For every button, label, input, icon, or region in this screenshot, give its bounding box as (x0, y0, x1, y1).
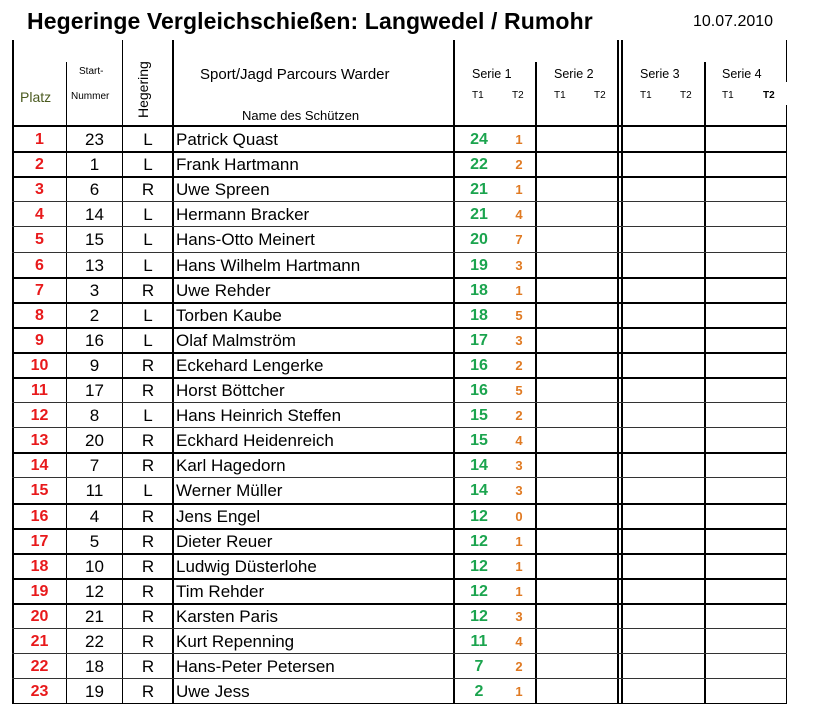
serie1-t2-cell: 1 (515, 684, 523, 699)
platz-cell: 21 (30, 633, 49, 650)
startnummer-cell: 3 (89, 281, 100, 300)
page-title: Hegeringe Vergleichschießen: Langwedel / Rumohr (27, 8, 593, 34)
table-row (13, 202, 786, 227)
serie1-t2-cell: 4 (515, 433, 523, 448)
hegering-cell: R (141, 657, 155, 676)
serie1-t2-cell: 2 (515, 659, 523, 674)
serie1-t2-cell: 3 (515, 333, 523, 348)
hegering-cell: L (143, 306, 153, 325)
startnummer-cell: 14 (85, 205, 104, 224)
hegering-cell: L (143, 481, 153, 500)
platz-cell: 8 (35, 307, 44, 324)
startnummer-cell: 10 (85, 557, 104, 576)
serie1-t2-cell: 2 (515, 358, 523, 373)
table-row (13, 629, 786, 654)
header-serie-2: Serie 2 (554, 67, 594, 81)
hegering-cell: L (143, 205, 153, 224)
serie1-t2-cell: 1 (515, 559, 523, 574)
serie1-t1-cell: 21 (470, 181, 488, 198)
platz-cell: 9 (35, 332, 44, 349)
hegering-cell: R (141, 607, 155, 626)
hegering-cell: L (143, 155, 153, 174)
serie1-t1-cell: 15 (470, 407, 488, 424)
platz-cell: 19 (30, 583, 49, 600)
serie1-t1-cell: 14 (470, 457, 488, 474)
table-row (13, 504, 786, 529)
header-serie-3-t1: T1 (640, 90, 652, 101)
startnummer-cell: 1 (89, 155, 100, 174)
shooter-name-cell: Hans-Peter Petersen (176, 657, 335, 676)
header-serie-2-t1: T1 (554, 90, 566, 101)
shooter-name-cell: Horst Böttcher (176, 381, 285, 400)
platz-cell: 1 (35, 131, 44, 148)
serie1-t2-cell: 4 (515, 207, 523, 222)
serie1-t1-cell: 15 (470, 432, 488, 449)
serie1-t1-cell: 11 (470, 633, 488, 650)
serie1-t2-cell: 1 (515, 132, 523, 147)
serie1-t1-cell: 12 (470, 608, 488, 625)
header-serie-1: Serie 1 (472, 67, 512, 81)
shooter-name-cell: Frank Hartmann (176, 155, 299, 174)
serie1-t1-cell: 18 (470, 282, 488, 299)
serie1-t1-cell: 24 (470, 131, 488, 148)
startnummer-cell: 17 (85, 381, 104, 400)
platz-cell: 22 (30, 658, 49, 675)
shooter-name-cell: Karl Hagedorn (176, 456, 286, 475)
table-row (13, 403, 786, 428)
hegering-cell: R (141, 281, 155, 300)
header-serie-4-t2: T2 (763, 90, 775, 101)
hegering-cell: R (141, 180, 155, 199)
shooter-name-cell: Karsten Paris (176, 607, 279, 626)
shooter-name-cell: Uwe Rehder (176, 281, 271, 300)
startnummer-cell: 20 (85, 431, 104, 450)
serie1-t2-cell: 0 (515, 509, 523, 524)
platz-cell: 16 (30, 508, 49, 525)
shooter-name-cell: Hans-Otto Meinert (176, 230, 315, 249)
platz-cell: 12 (30, 407, 49, 424)
platz-cell: 17 (30, 533, 49, 550)
hegering-cell: R (141, 682, 155, 701)
shooter-name-cell: Patrick Quast (176, 130, 279, 149)
serie1-t1-cell: 19 (470, 257, 488, 274)
shooter-name-cell: Hans Heinrich Steffen (176, 406, 342, 425)
serie1-t1-cell: 22 (470, 156, 488, 173)
platz-cell: 20 (30, 608, 49, 625)
shooter-name-cell: Tim Rehder (176, 582, 265, 601)
serie1-t2-cell: 3 (515, 609, 523, 624)
table-row (13, 428, 786, 453)
serie1-t2-cell: 1 (515, 182, 523, 197)
header-startnummer-line2: Nummer (71, 91, 110, 102)
shooter-name-cell: Dieter Reuer (176, 532, 273, 551)
hegering-cell: R (141, 456, 155, 475)
header-serie-2-t2: T2 (594, 90, 606, 101)
platz-cell: 18 (30, 558, 49, 575)
table-row (13, 679, 786, 704)
startnummer-cell: 22 (85, 632, 104, 651)
hegering-cell: L (143, 130, 153, 149)
shooter-name-cell: Kurt Repenning (176, 632, 295, 651)
shooter-name-cell: Torben Kaube (176, 306, 282, 325)
serie1-t1-cell: 14 (470, 482, 488, 499)
serie1-t2-cell: 4 (515, 634, 523, 649)
table-row (13, 227, 786, 252)
startnummer-cell: 15 (85, 230, 104, 249)
serie1-t1-cell: 12 (470, 583, 488, 600)
platz-cell: 15 (30, 482, 49, 499)
hegering-cell: R (141, 532, 155, 551)
header-name: Name des Schützen (242, 108, 360, 123)
serie1-t1-cell: 17 (470, 332, 488, 349)
serie1-t1-cell: 18 (470, 307, 488, 324)
serie1-t1-cell: 12 (470, 558, 488, 575)
startnummer-cell: 13 (85, 256, 104, 275)
startnummer-cell: 8 (89, 406, 100, 425)
hegering-cell: R (141, 431, 155, 450)
hegering-cell: L (143, 230, 153, 249)
serie1-t2-cell: 3 (515, 258, 523, 273)
header-hegering: Hegering (135, 61, 151, 118)
platz-cell: 7 (35, 282, 44, 299)
header-serie-3-t2: T2 (680, 90, 692, 101)
startnummer-cell: 21 (85, 607, 104, 626)
platz-cell: 11 (31, 382, 48, 399)
serie1-t1-cell: 21 (470, 206, 488, 223)
serie1-t1-cell: 16 (470, 382, 488, 399)
serie1-t2-cell: 2 (515, 408, 523, 423)
serie1-t2-cell: 5 (515, 308, 523, 323)
serie1-t2-cell: 7 (515, 232, 523, 247)
startnummer-cell: 16 (85, 331, 104, 350)
table-row (13, 328, 786, 353)
shooter-name-cell: Jens Engel (176, 507, 261, 526)
header-startnummer-line1: Start- (79, 66, 104, 77)
table-row (13, 353, 786, 378)
shooter-name-cell: Werner Müller (176, 481, 283, 500)
serie1-t1-cell: 20 (470, 231, 488, 248)
serie1-t1-cell: 2 (474, 683, 484, 700)
hegering-cell: L (143, 406, 153, 425)
startnummer-cell: 5 (89, 532, 100, 551)
header-serie-4-t1: T1 (722, 90, 734, 101)
platz-cell: 14 (30, 457, 49, 474)
startnummer-cell: 6 (89, 180, 100, 199)
startnummer-cell: 19 (85, 682, 104, 701)
serie1-t2-cell: 5 (515, 383, 523, 398)
platz-cell: 23 (30, 683, 49, 700)
hegering-cell: R (141, 582, 155, 601)
header-platz: Platz (20, 89, 52, 105)
serie1-t1-cell: 7 (474, 658, 484, 675)
startnummer-cell: 23 (85, 130, 104, 149)
serie1-t2-cell: 1 (515, 534, 523, 549)
header-parcours: Sport/Jagd Parcours Warder (200, 66, 390, 83)
serie1-t2-cell: 3 (515, 458, 523, 473)
table-row (13, 453, 786, 478)
serie1-t2-cell: 2 (515, 157, 523, 172)
hegering-cell: L (143, 256, 153, 275)
table-row (13, 654, 786, 679)
platz-cell: 13 (30, 432, 49, 449)
table-row (13, 554, 786, 579)
shooter-name-cell: Hans Wilhelm Hartmann (176, 256, 361, 275)
table-row (13, 278, 786, 303)
serie1-t1-cell: 16 (470, 357, 488, 374)
event-date: 10.07.2010 (693, 13, 774, 30)
table-border-right-top (786, 40, 787, 82)
table-row (13, 303, 786, 328)
table-row (13, 604, 786, 629)
platz-cell: 2 (35, 156, 44, 173)
shooter-name-cell: Eckehard Lengerke (176, 356, 324, 375)
shooter-name-cell: Olaf Malmström (176, 331, 296, 350)
platz-cell: 5 (35, 231, 44, 248)
table-row (13, 127, 786, 152)
table-row (13, 152, 786, 177)
startnummer-cell: 7 (89, 456, 100, 475)
hegering-cell: L (143, 331, 153, 350)
shooter-name-cell: Hermann Bracker (176, 205, 310, 224)
table-border-right (786, 105, 787, 704)
header-serie-3: Serie 3 (640, 67, 680, 81)
platz-cell: 10 (30, 357, 49, 374)
hegering-cell: R (141, 557, 155, 576)
hegering-cell: R (141, 507, 155, 526)
serie1-t2-cell: 3 (515, 483, 523, 498)
table-row (13, 478, 786, 503)
hegering-cell: R (141, 356, 155, 375)
shooter-name-cell: Ludwig Düsterlohe (176, 557, 317, 576)
platz-cell: 4 (35, 206, 44, 223)
header-serie-4: Serie 4 (722, 67, 762, 81)
table-row (13, 177, 786, 202)
shooter-name-cell: Uwe Spreen (176, 180, 270, 199)
serie1-t1-cell: 12 (470, 508, 488, 525)
serie1-t2-cell: 1 (515, 584, 523, 599)
table-row (13, 579, 786, 604)
table-row (13, 253, 786, 278)
shooter-name-cell: Eckhard Heidenreich (176, 431, 334, 450)
hegering-cell: R (141, 632, 155, 651)
table-row (13, 378, 786, 403)
header-serie-1-t1: T1 (472, 90, 484, 101)
table-row (13, 529, 786, 554)
platz-cell: 6 (35, 257, 44, 274)
serie1-t2-cell: 1 (515, 283, 523, 298)
serie1-t1-cell: 12 (470, 533, 488, 550)
startnummer-cell: 9 (89, 356, 100, 375)
platz-cell: 3 (35, 181, 44, 198)
startnummer-cell: 4 (89, 507, 100, 526)
header-serie-1-t2: T2 (512, 90, 524, 101)
shooter-name-cell: Uwe Jess (176, 682, 250, 701)
startnummer-cell: 11 (85, 481, 104, 500)
startnummer-cell: 2 (89, 306, 100, 325)
hegering-cell: R (141, 381, 155, 400)
startnummer-cell: 12 (85, 582, 104, 601)
startnummer-cell: 18 (85, 657, 104, 676)
